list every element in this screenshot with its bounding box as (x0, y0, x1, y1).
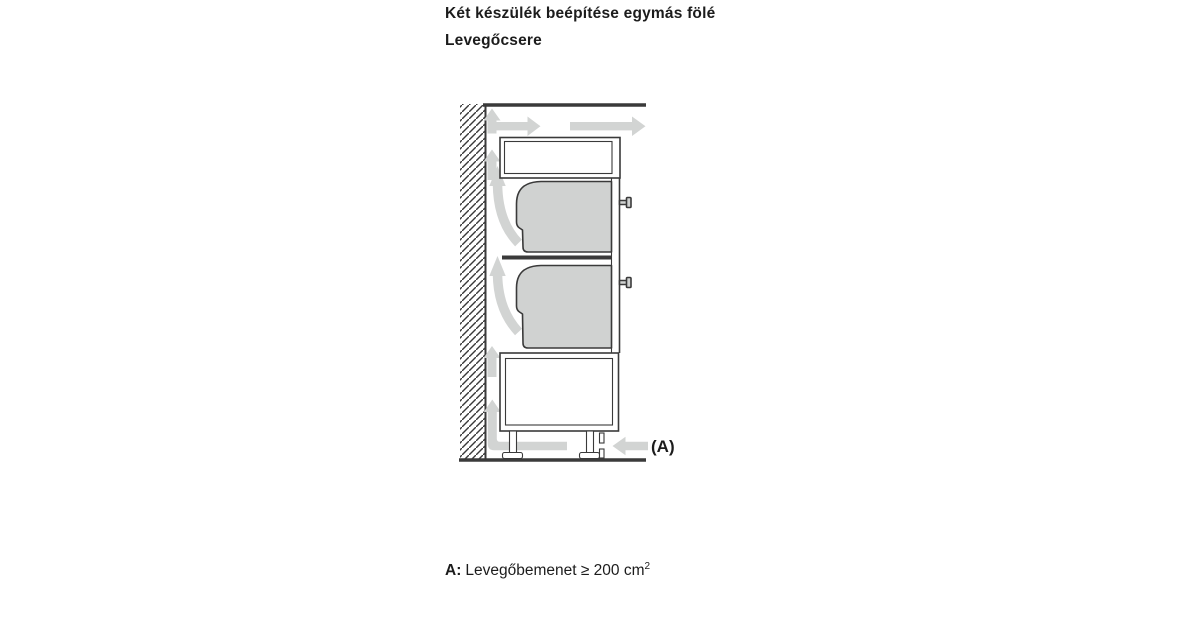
shelf-divider (502, 256, 612, 260)
upper-appliance-handle (620, 198, 632, 208)
upper-appliance (517, 182, 612, 253)
ventilation-niche (500, 138, 620, 179)
wall-hatching (460, 104, 485, 461)
right-foot (580, 431, 600, 459)
air-inlet-arrow (613, 437, 649, 455)
caption (445, 562, 650, 580)
caption-prefix: A: (445, 562, 462, 579)
plinth-clip-bottom (600, 449, 605, 458)
airflow-curved-band-upper (498, 184, 519, 243)
caption-text: Levegőbemenet ≥ 200 cm (465, 562, 645, 579)
page-subtitle: Levegőcsere (445, 32, 542, 49)
lower-appliance-handle (620, 278, 632, 288)
airflow-curved-band-lower (498, 274, 519, 332)
lower-appliance (517, 266, 612, 349)
air-inlet-label: (A) (651, 437, 675, 456)
installation-diagram (450, 95, 695, 470)
caption-superscript: 2 (644, 560, 651, 572)
base-cabinet (500, 353, 619, 431)
cabinet-side-panel (612, 178, 620, 353)
page-title: Két készülék beépítése egymás fölé (445, 5, 716, 22)
airflow-right-arrow-long (570, 117, 646, 137)
plinth-clip-top (600, 433, 605, 443)
